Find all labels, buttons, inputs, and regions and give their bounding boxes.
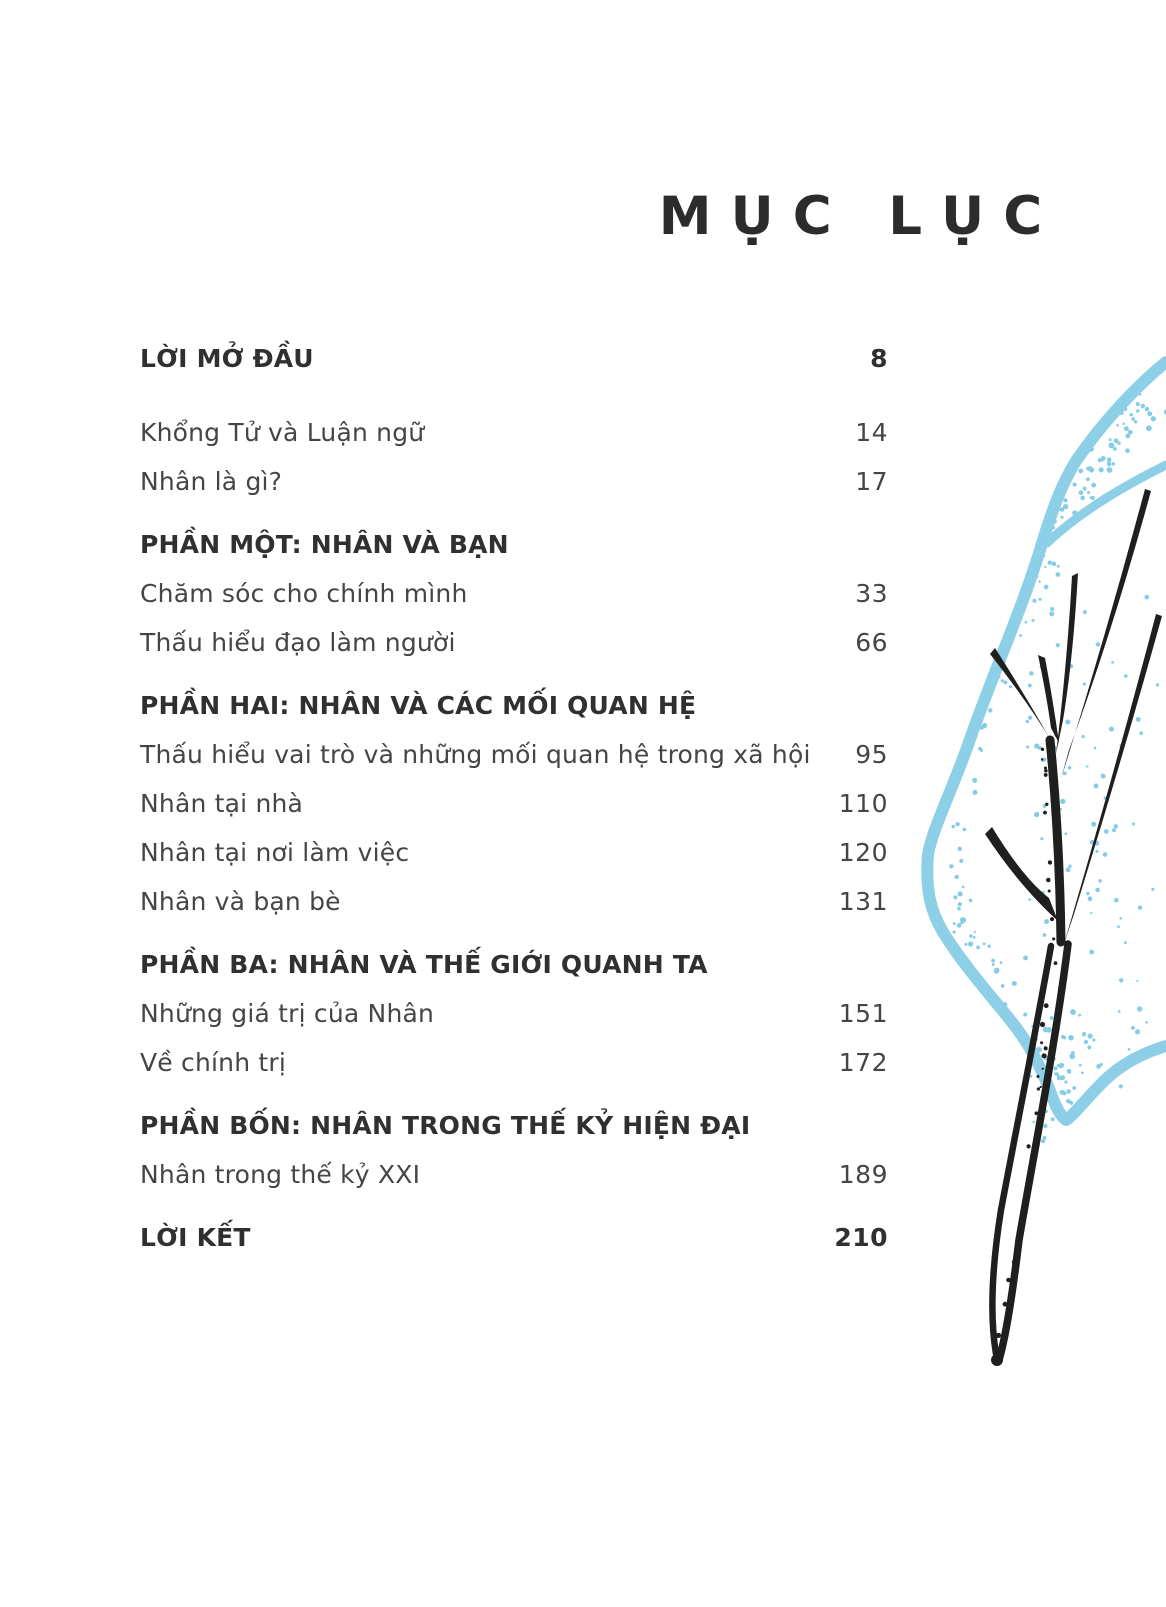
toc-row: [140, 579, 888, 609]
toc-row: [140, 530, 888, 560]
toc-row: [140, 838, 888, 868]
toc-entry-label: LỜI MỞ ĐẦU: [140, 344, 314, 373]
toc-entry-label: Nhân và bạn bè: [140, 887, 341, 916]
toc-entry-label: Những giá trị của Nhân: [140, 999, 435, 1028]
toc-row: [140, 1160, 888, 1190]
toc-entry-label: Khổng Tử và Luận ngữ: [140, 418, 425, 447]
toc-row: [140, 628, 888, 658]
toc-entry-page: 8: [870, 344, 888, 373]
toc-entry-label: Chăm sóc cho chính mình: [140, 579, 468, 608]
toc-entry-label: Nhân tại nơi làm việc: [140, 838, 410, 867]
toc-row: [140, 691, 888, 721]
leaf-branch-illustration: [870, 330, 1166, 1400]
twig-prong-vertical-right: [1056, 573, 1078, 754]
toc-list: [140, 344, 888, 1253]
toc-row: [140, 418, 888, 448]
toc-row: [140, 887, 888, 917]
toc-row: [140, 1111, 888, 1141]
toc-row: [140, 1048, 888, 1078]
toc-group: [140, 1223, 888, 1253]
toc-entry-page: 14: [855, 418, 888, 447]
toc-entry-page: 189: [838, 1160, 888, 1189]
toc-entry-label: PHẦN BA: NHÂN VÀ THẾ GIỚI QUANH TA: [140, 950, 708, 979]
toc-entry-page: 95: [855, 740, 888, 769]
toc-entry-label: LỜI KẾT: [140, 1223, 251, 1252]
twig-branch-top-right: [1061, 489, 1151, 779]
toc-entry-page: 17: [855, 467, 888, 496]
toc-entry-page: 120: [838, 838, 888, 867]
toc-entry-page: 131: [838, 887, 888, 916]
toc-row: [140, 740, 888, 770]
twig-stem-tip: [991, 1354, 1003, 1366]
toc-entry-label: Về chính trị: [140, 1048, 287, 1077]
toc-entry-label: Nhân tại nhà: [140, 789, 304, 818]
toc-entry-page: 66: [855, 628, 888, 657]
toc-entry-label: PHẦN HAI: NHÂN VÀ CÁC MỐI QUAN HỆ: [140, 691, 697, 720]
toc-row: [140, 999, 888, 1029]
twig-prong-upper-mid: [1038, 655, 1059, 743]
toc-entry-page: 33: [855, 579, 888, 608]
toc-entry-page: 172: [838, 1048, 888, 1077]
toc-group: [140, 418, 888, 497]
toc-row: [140, 344, 888, 374]
toc-entry-page: 110: [838, 789, 888, 818]
toc-entry-label: PHẦN BỐN: NHÂN TRONG THẾ KỶ HIỆN ĐẠI: [140, 1111, 751, 1140]
toc-group: [140, 1111, 888, 1190]
toc-entry-page: 151: [838, 999, 888, 1028]
toc-entry-label: Thấu hiểu vai trò và những mối quan hệ trong xã hội: [140, 740, 811, 769]
toc-entry-page: 210: [834, 1223, 888, 1252]
toc-row: [140, 950, 888, 980]
toc-group: [140, 344, 888, 374]
twig-prong-mid-left: [985, 827, 1058, 921]
toc-row: [140, 1223, 888, 1253]
page-title: MỤC LỤC: [658, 186, 1062, 247]
toc-group: [140, 530, 888, 658]
toc-entry-label: Thấu hiểu đạo làm người: [140, 628, 456, 657]
toc-entry-label: PHẦN MỘT: NHÂN VÀ BẠN: [140, 530, 509, 559]
toc-entry-label: Nhân là gì?: [140, 467, 283, 496]
toc-entry-label: Nhân trong thế kỷ XXI: [140, 1160, 421, 1189]
toc-group: [140, 950, 888, 1078]
toc-row: [140, 789, 888, 819]
toc-row: [140, 467, 888, 497]
toc-group: [140, 691, 888, 917]
